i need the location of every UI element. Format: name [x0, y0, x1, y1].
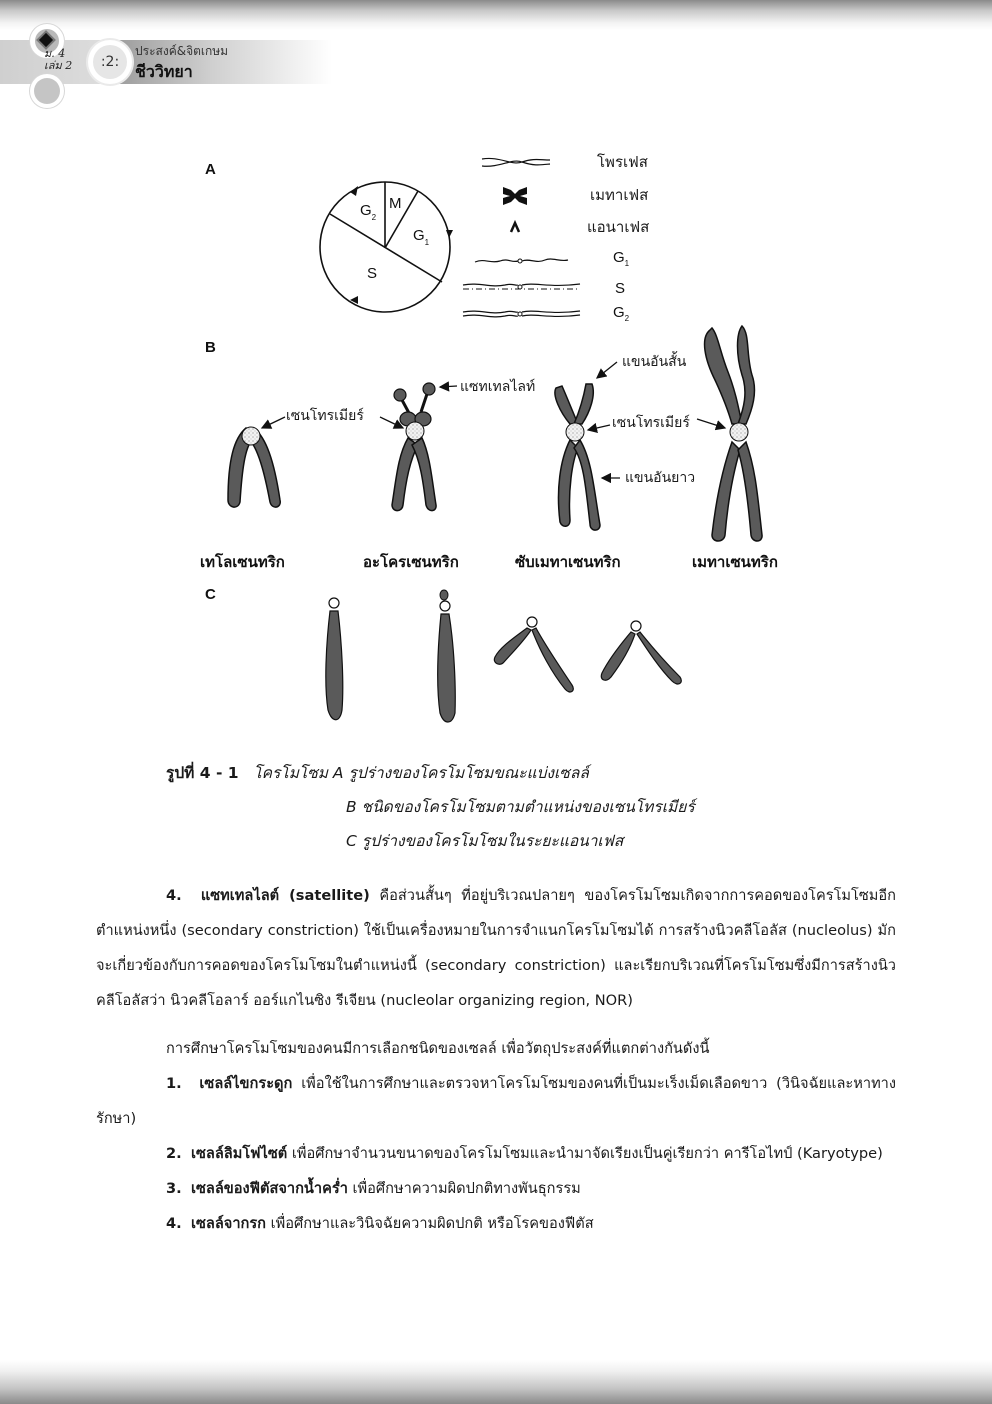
caption-line-a: รูปที่ 4 - 1 โครโมโซม A รูปร่างของโครโมโซมขณะแบ่งเซลล์	[166, 764, 589, 782]
caption-line-b: B ชนิดของโครโมโซมตามตำแหน่งของเซนโทรเมียร์	[346, 798, 695, 816]
svg-text:G1: $G_1$	[413, 227, 430, 247]
label-centromere-left: เซนโทรเมียร์	[286, 408, 364, 424]
phase-chromosome-icons	[460, 150, 590, 330]
legend-metaphase: เมทาเฟส	[590, 186, 649, 204]
chromosome-types-diagram	[0, 320, 992, 560]
chapter-badge-text: :2:	[93, 45, 127, 79]
satellite-paragraph: 4. แซทเทลไลต์ (satellite) คือส่วนสั้นๆ ที่อยู่บริเวณปลายๆ ของโครโมโซมเกิดจากการคอดของโครโมโซมอีกตำแหน่งหนึ่ง (secondary constriction) ใช้เป็นเครื่องหมายในการจำแนกโครโมโซมได้ การสร้างนิวคลีโอลัส (nucleolus) มักจะเกี่ยวข้องกับการคอดของโครโมโซมในตำแหน่งนี้ (secondary constriction) และเรียกบริเวณที่โครโมโซมซึ่งมีการสร้างนิวคลีโอลัสว่า นิวคลีโอลาร์ ออร์แกไนซิง รีเจียน (nucleolar organizing region, NOR)	[96, 887, 897, 1009]
panel-a-label: A	[205, 161, 216, 178]
legend-s: S	[615, 280, 626, 297]
intro-paragraph: การศึกษาโครโมโซมของคนมีการเลือกชนิดของเซลล์ เพื่อวัตถุประสงค์ที่แตกต่างกันดังนี้	[166, 1040, 710, 1057]
legend-g1: $G_1$	[613, 249, 630, 268]
volume-label: เล่ม 2	[44, 59, 73, 72]
panel-b-label: B	[205, 339, 216, 356]
label-short-arm: แขนอันสั้น	[622, 354, 687, 370]
label-centromere-right: เซนโทรเมียร์	[612, 415, 690, 431]
type-telocentric: เทโลเซนทริก	[200, 553, 285, 571]
caption-line-c: C รูปร่างของโครโมโซมในระยะแอนาเฟส	[346, 832, 624, 850]
anaphase-chromosomes-diagram	[300, 585, 720, 735]
svg-text:G2: $G_2$	[360, 202, 377, 222]
body-text	[96, 878, 896, 1241]
header-authors: ประสงค์&จิตเกษม	[135, 44, 229, 58]
type-submetacentric: ซับเมทาเซนทริก	[515, 553, 621, 571]
type-metacentric: เมทาเซนทริก	[692, 553, 778, 571]
legend-anaphase: แอนาเฟส	[587, 218, 650, 236]
grade-label: ม. 4	[44, 47, 66, 60]
header-subject: ชีววิทยา	[135, 62, 193, 81]
list-item: 3. เซลล์ของฟีตัสจากน้ำคร่ำ เพื่อศึกษาความผิดปกติทางพันธุกรรม	[166, 1180, 581, 1197]
caption-heading: รูปที่ 4 - 1	[166, 764, 239, 782]
type-acrocentric: อะโครเซนทริก	[363, 553, 459, 571]
list-item: 4. เซลล์จากรก เพื่อศึกษาและวินิจฉัยความผิดปกติ หรือโรคของฟีตัส	[166, 1215, 594, 1232]
figure-caption	[166, 756, 866, 858]
svg-text:S: S	[367, 265, 378, 282]
cell-cycle-diagram	[300, 170, 470, 320]
svg-text:M: M	[389, 195, 402, 212]
satellite-term: แซทเทลไลต์ (satellite)	[200, 887, 370, 904]
legend-prophase: โพรเฟส	[597, 153, 648, 171]
list-item: 1. เซลล์ไขกระดูก เพื่อใช้ในการศึกษาและตรวจหาโครโมโซมของคนที่เป็นมะเร็งเม็ดเลือดขาว (วินิจฉัยและหาทางรักษา)	[96, 1075, 897, 1127]
page-bottom-shadow	[0, 1360, 992, 1404]
label-long-arm: แขนอันยาว	[625, 470, 696, 486]
list-item: 2. เซลล์ลิมโฟไซต์ เพื่อศึกษาจำนวนขนาดของโครโมโซมและนำมาจัดเรียงเป็นคู่เรียกว่า คารีโอไทป์ (Karyotype)	[166, 1145, 883, 1162]
legend-g2: $G_2$	[613, 304, 630, 323]
label-satellite: แซทเทลไลท์	[460, 379, 536, 395]
panel-c-label: C	[205, 586, 216, 603]
